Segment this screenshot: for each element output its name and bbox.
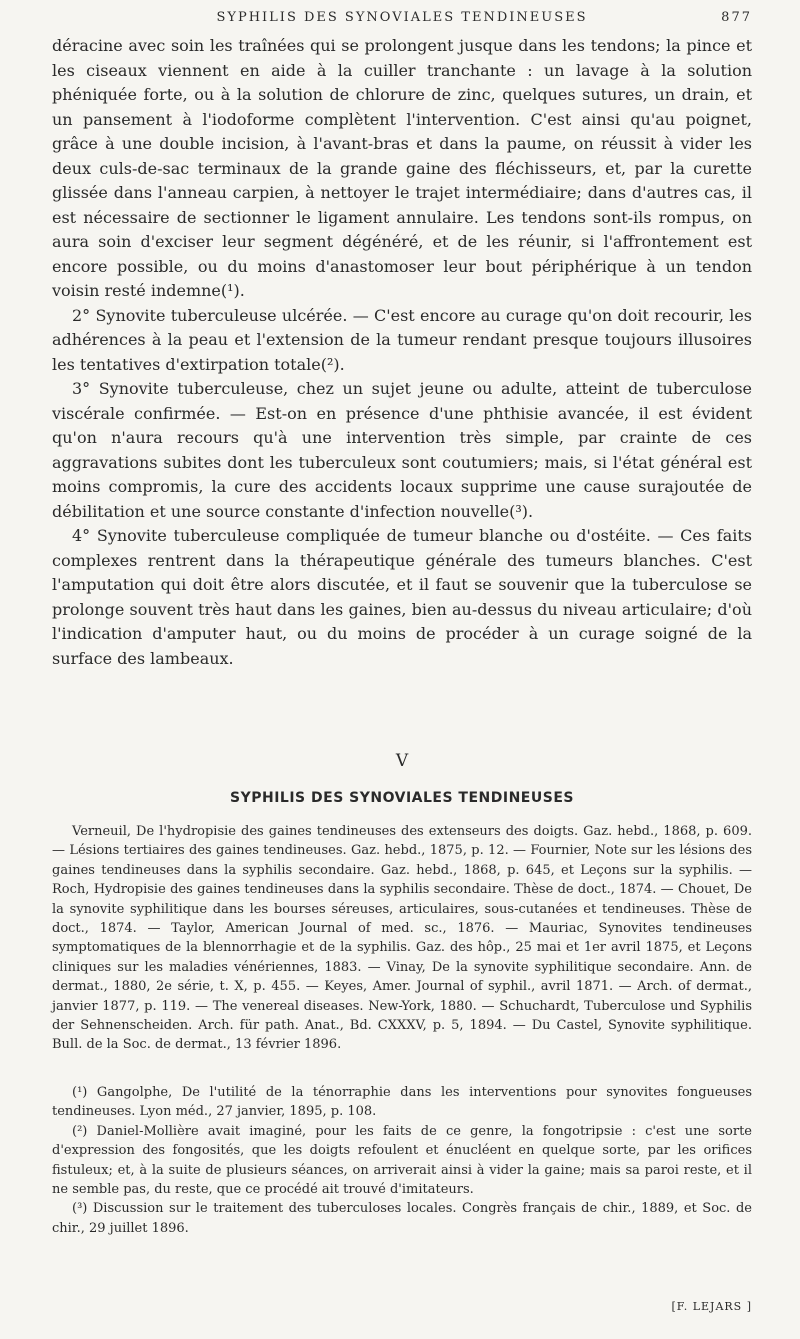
page-number: 877 [721, 10, 752, 25]
section-title: SYPHILIS DES SYNOVIALES TENDINEUSES [230, 790, 574, 806]
footnote: (³) Discussion sur le traitement des tuberculoses locales. Congrès français de chir., 1889, et Soc. de chir., 29 juillet 1896. [52, 1201, 752, 1236]
running-head-title: SYPHILIS DES SYNOVIALES TENDINEUSES [216, 10, 588, 25]
footnote: (¹) Gangolphe, De l'utilité de la ténorraphie dans les interventions pour synovites fongueuses tendineuses. Lyon méd., 27 janvier, 1895, p. 108. [52, 1085, 752, 1120]
body-paragraph: 4° Synovite tuberculeuse compliquée de tumeur blanche ou d'ostéite. — Ces faits complexes rentrent dans la thérapeutique générale des tumeurs blanches. C'est l'amputation qui doit être alors discutée, et il faut se souvenir que la tuberculose se prolonge souvent très haut dans les gaines, bien au-dessus du niveau articulaire; d'où l'indication d'amputer haut, ou du moins de procéder à un curage soigné de la surface des lambeaux. [52, 526, 752, 668]
footnotes [52, 1083, 752, 1238]
book-page [52, 0, 752, 1339]
printer-mark: [F. LEJARS ] [671, 1300, 752, 1313]
bibliography-text: Verneuil, De l'hydropisie des gaines tendineuses des extenseurs des doigts. Gaz. hebd., 1868, p. 609. — Lésions tertiaires des gaines tendineuses. Gaz. hebd., 1875, p. 12. — Fournier, Note sur les lésions des gaines tendineuses dans la syphilis secondaire. Gaz. hebd., 1868, p. 645, et Leçons sur la syphilis. — Roch, Hydropisie des gaines tendineuses dans la syphilis secondaire. Thèse de doct., 1874. — Chouet, De la synovite syphilitique dans les bourses séreuses, articulaires, sous-cutanées et tendineuses. Thèse de doct., 1874. — Taylor, American Journal of med. sc., 1876. — Mauriac, Synovites tendineuses symptomatiques de la blennorrhagie et de la syphilis. Gaz. des hôp., 25 mai et 1er avril 1875, et Leçons cliniques sur les maladies vénériennes, 1883. — Vinay, De la synovite syphilitique secondaire. Ann. de dermat., 1880, 2e série, t. X, p. 455. — Keyes, Amer. Journal of syphil., avril 1871. — Arch. of dermat., janvier 1877, p. 119. — The venereal diseases. New-York, 1880. — Schuchardt, Tuberculose und Syphilis der Sehnenscheiden. Arch. für path. Anat., Bd. CXXXV, p. 5, 1894. — Du Castel, Synovite syphilitique. Bull. de la Soc. de dermat., 13 février 1896. [52, 824, 752, 1053]
body-paragraph: 3° Synovite tuberculeuse, chez un sujet jeune ou adulte, atteint de tuberculose viscérale confirmée. — Est-on en présence d'une phthisie avancée, il est évident qu'on n'aura recours qu'à une intervention très simple, par crainte de ces aggravations subites dont les tuberculeux sont coutumiers; mais, si l'état général est moins compromis, la cure des accidents locaux supprime une cause surajoutée de débilitation et une source constante d'infection nouvelle(³). [52, 379, 752, 521]
bibliography [52, 822, 752, 1055]
body-text [52, 34, 752, 671]
section-numeral: V [395, 751, 409, 771]
body-paragraph: 2° Synovite tuberculeuse ulcérée. — C'est encore au curage qu'on doit recourir, les adhérences à la peau et l'extension de la tumeur rendant presque toujours illusoires les tentatives d'extirpation totale(²). [52, 305, 752, 374]
footnote: (²) Daniel-Mollière avait imaginé, pour les faits de ce genre, la fongotripsie : c'est une sorte d'expression des fongosités, que les doigts refoulent et énucléent en quelque sorte, par les orifices fistuleux; et, à la suite de plusieurs séances, on arriverait ainsi à vider la gaine; mais sa paroi reste, et il ne semble pas, du reste, que ce procédé ait trouvé d'imitateurs. [52, 1123, 752, 1198]
body-paragraph: déracine avec soin les traînées qui se prolongent jusque dans les tendons; la pince et les ciseaux viennent en aide à la cuiller tranchante : un lavage à la solution phéniquée forte, ou à la solution de chlorure de zinc, quelques sutures, un drain, et un pansement à l'iodoforme complètent l'intervention. C'est ainsi qu'au poignet, grâce à une double incision, à l'avant-bras et dans la paume, on réussit à vider les deux culs-de-sac terminaux de la grande gaine des fléchisseurs, et, par la curette glissée dans l'anneau carpien, à nettoyer le trajet intermédiaire; dans d'autres cas, il est nécessaire de sectionner le ligament annulaire. Les tendons sont-ils rompus, on aura soin d'exciser leur segment dégénéré, et de les réunir, si l'affrontement est encore possible, ou du moins d'anastomoser leur bout périphérique à un tendon voisin resté indemne(¹). [52, 36, 752, 300]
running-head [52, 10, 752, 25]
